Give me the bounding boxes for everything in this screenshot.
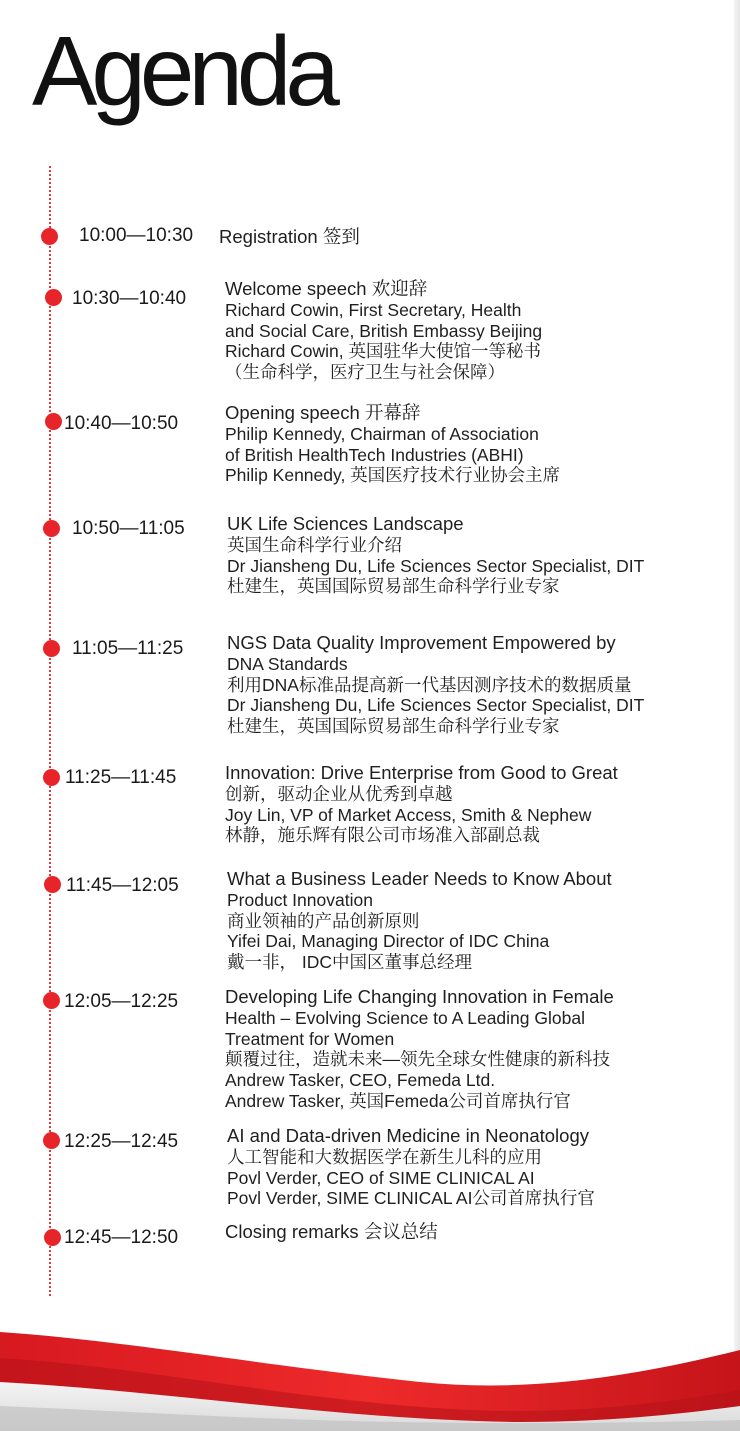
agenda-item-detail: 商业领袖的产品创新原则 <box>227 910 420 931</box>
agenda-item-title: Welcome speech 欢迎辞 <box>225 278 428 299</box>
agenda-item-content <box>225 1222 438 1243</box>
agenda-item-detail: and Social Care, British Embassy Beijing <box>225 320 543 341</box>
agenda-item-content <box>225 987 614 1112</box>
agenda-time: 12:45—12:50 <box>64 1227 179 1248</box>
timeline-dot <box>44 1229 61 1246</box>
timeline-dot <box>45 413 62 430</box>
agenda-item-detail: 杜建生，英国国际贸易部生命科学行业专家 <box>227 716 560 737</box>
agenda-item-detail: Joy Lin, VP of Market Access, Smith & Nephew <box>225 804 592 825</box>
agenda-item-title: AI and Data-driven Medicine in Neonatology <box>227 1125 589 1146</box>
agenda-time: 10:30—10:40 <box>72 288 187 309</box>
timeline-dot <box>43 520 60 537</box>
agenda-item-detail: Andrew Tasker, 英国Femeda公司首席执行官 <box>225 1090 571 1111</box>
timeline-dot <box>43 1132 60 1149</box>
agenda-item-content <box>227 514 644 597</box>
agenda-item-title: What a Business Leader Needs to Know About <box>227 868 612 889</box>
agenda-item-detail: Richard Cowin, 英国驻华大使馆一等秘书 <box>225 341 542 362</box>
page-title: Agenda <box>32 16 334 126</box>
agenda-time: 10:50—11:05 <box>72 518 185 539</box>
agenda-item-detail: Andrew Tasker, CEO, Femeda Ltd. <box>225 1070 496 1091</box>
agenda-item-detail: Povl Verder, CEO of SIME CLINICAL AI <box>227 1167 535 1188</box>
agenda-item-detail: Richard Cowin, First Secretary, Health <box>225 299 522 320</box>
agenda-item-content <box>227 633 644 737</box>
agenda-time: 10:00—10:30 <box>79 225 194 246</box>
agenda-item-detail: 利用DNA标准品提高新一代基因测序技术的数据质量 <box>227 674 632 695</box>
agenda-item-detail: 英国生命科学行业介绍 <box>227 534 402 555</box>
timeline-dot <box>43 640 60 657</box>
agenda-item-detail: Dr Jiansheng Du, Life Sciences Sector Specialist, DIT <box>227 695 645 716</box>
agenda-item-content <box>225 763 618 846</box>
agenda-time: 10:40—10:50 <box>64 413 179 434</box>
timeline-dot <box>45 289 62 306</box>
agenda-time: 12:05—12:25 <box>64 991 179 1012</box>
timeline-dot <box>43 769 60 786</box>
agenda-item-title: NGS Data Quality Improvement Empowered by <box>227 632 616 653</box>
agenda-item-title: Closing remarks 会议总结 <box>225 1221 438 1242</box>
agenda-item-detail: DNA Standards <box>227 653 348 674</box>
agenda-item-detail: Philip Kennedy, 英国医疗技术行业协会主席 <box>225 465 561 486</box>
agenda-item-title: Opening speech 开幕辞 <box>225 402 421 423</box>
right-edge-shadow <box>734 0 740 1431</box>
agenda-item-detail: Philip Kennedy, Chairman of Association <box>225 423 539 444</box>
timeline-dot <box>43 992 60 1009</box>
agenda-item-detail: Povl Verder, SIME CLINICAL AI公司首席执行官 <box>227 1188 595 1209</box>
agenda-time: 11:05—11:25 <box>72 638 184 659</box>
agenda-time: 11:45—12:05 <box>66 875 179 896</box>
agenda-time: 12:25—12:45 <box>64 1131 179 1152</box>
timeline-dot <box>44 876 61 893</box>
agenda-item-detail: 人工智能和大数据医学在新生儿科的应用 <box>227 1146 542 1167</box>
agenda-item-title: Developing Life Changing Innovation in Female <box>225 986 614 1007</box>
agenda-item-content <box>227 1126 595 1209</box>
agenda-item-content <box>219 227 360 248</box>
agenda-item-detail: （生命科学，医疗卫生与社会保障） <box>225 362 505 383</box>
agenda-item-title: UK Life Sciences Landscape <box>227 513 464 534</box>
agenda-item-detail: Product Innovation <box>227 889 373 910</box>
agenda-item-detail: Treatment for Women <box>225 1028 395 1049</box>
agenda-item-detail: of British HealthTech Industries (ABHI) <box>225 444 524 465</box>
timeline-dot <box>41 228 58 245</box>
agenda-time: 11:25—11:45 <box>65 767 177 788</box>
timeline-line <box>49 166 51 1296</box>
agenda-item-detail: Yifei Dai, Managing Director of IDC China <box>227 931 550 952</box>
red-ribbon-decoration <box>0 1310 740 1431</box>
agenda-item-detail: 颠覆过往，造就未来—领先全球女性健康的新科技 <box>225 1049 610 1070</box>
agenda-item-title: Innovation: Drive Enterprise from Good to Great <box>225 762 618 783</box>
agenda-item-detail: 林静，施乐辉有限公司市场准入部副总裁 <box>225 825 540 846</box>
agenda-item-content <box>227 869 612 973</box>
agenda-item-detail: 杜建生，英国国际贸易部生命科学行业专家 <box>227 576 560 597</box>
agenda-item-title: Registration 签到 <box>219 226 360 247</box>
agenda-item-detail: 戴一非， IDC中国区董事总经理 <box>227 952 472 973</box>
agenda-item-detail: Health – Evolving Science to A Leading Global <box>225 1007 585 1028</box>
agenda-item-content <box>225 279 542 383</box>
agenda-item-detail: Dr Jiansheng Du, Life Sciences Sector Specialist, DIT <box>227 555 645 576</box>
agenda-item-content <box>225 403 560 486</box>
agenda-item-detail: 创新，驱动企业从优秀到卓越 <box>225 783 453 804</box>
